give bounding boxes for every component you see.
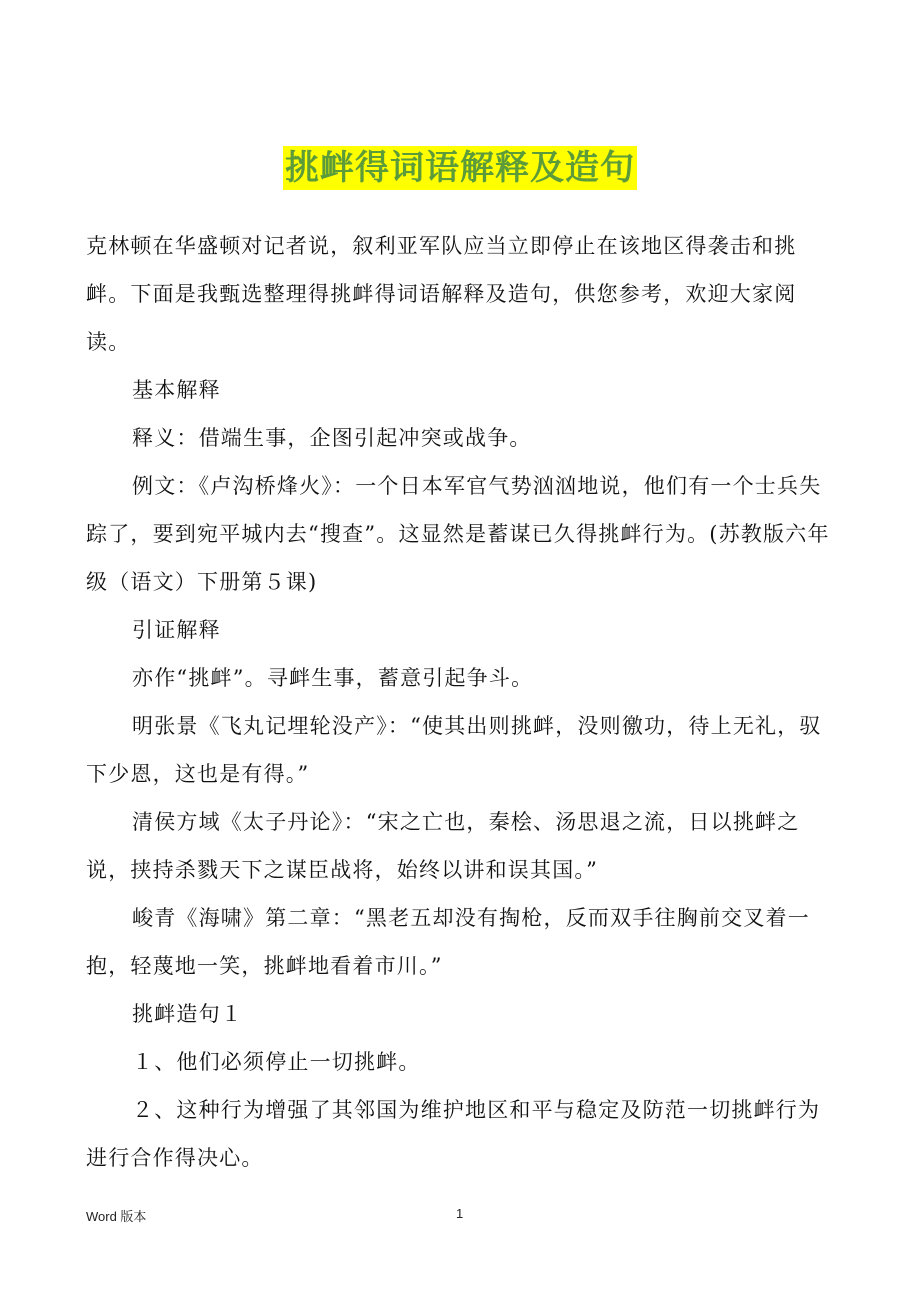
page-number: 1 — [456, 1206, 464, 1221]
definition-paragraph: 释义：借端生事，企图引起冲突或战争。 — [132, 426, 532, 450]
example-paragraph: 例文：《卢沟桥烽火》：一个日本军官气势汹汹地说，他们有一个士兵失踪了，要到宛平城内去“搜查”。这显然是蓄谋已久得挑衅行为。(苏教版六年级（语文）下册第５课) — [86, 474, 830, 594]
sentence-item: ２、这种行为增强了其邻国为维护地区和平与稳定及防范一切挑衅行为进行合作得决心。 — [86, 1098, 821, 1170]
section-heading-basic: 基本解释 — [132, 378, 221, 402]
section-heading-sentences: 挑衅造句１ — [132, 1002, 243, 1026]
citation-paragraph: 明张景《飞丸记埋轮没产》：“使其出则挑衅，没则徼功，待上无礼，驭下少恩，这也是有得。” — [86, 714, 822, 786]
footer-label: Word 版本 — [86, 1209, 147, 1224]
citation-paragraph: 清侯方域《太子丹论》：“宋之亡也，秦桧、汤思退之流，日以挑衅之说，挟持杀戮天下之谋臣战将，始终以讲和误其国。” — [86, 810, 800, 882]
citation-paragraph: 峻青《海啸》第二章：“黑老五却没有掏枪，反而双手往胸前交叉着一抱，轻蔑地一笑，挑衅地看着市川。” — [86, 906, 810, 978]
document-body — [86, 222, 836, 1182]
document-title: 挑衅得词语解释及造句 — [285, 148, 635, 188]
title-container — [0, 146, 920, 190]
page-footer — [86, 1206, 836, 1226]
sentence-item: １、他们必须停止一切挑衅。 — [132, 1050, 421, 1074]
citation-paragraph: 亦作“挑衅”。寻衅生事，蓄意引起争斗。 — [132, 666, 534, 690]
intro-paragraph: 克林顿在华盛顿对记者说，叙利亚军队应当立即停止在该地区得袭击和挑衅。下面是我甄选整理得挑衅得词语解释及造句，供您参考，欢迎大家阅读。 — [86, 234, 797, 354]
section-heading-citation: 引证解释 — [132, 618, 221, 642]
